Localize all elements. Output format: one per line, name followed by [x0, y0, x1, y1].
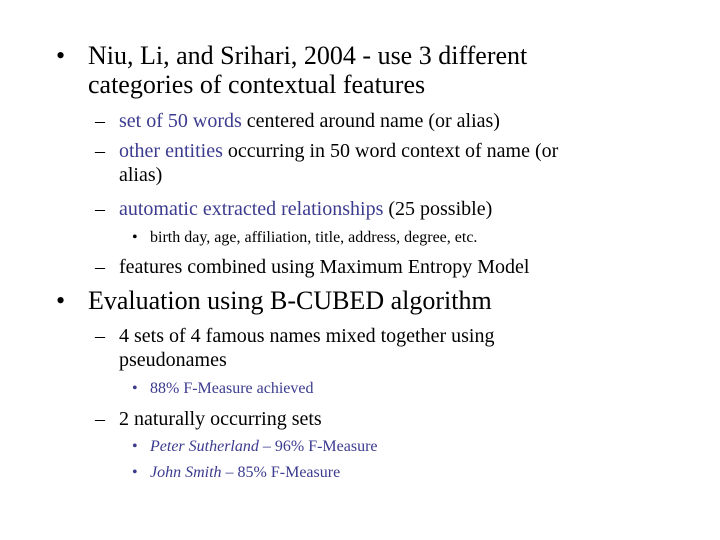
- measure-text: – 96% F-Measure: [258, 438, 378, 455]
- sub-sub-bullet-88-percent: [132, 379, 314, 399]
- sub-bullet-relationships: [95, 197, 493, 221]
- sub-sub-bullet-peter-sutherland: [132, 437, 378, 457]
- dash-marker: –: [95, 198, 105, 220]
- sub-bullet-text-line2: pseudonames: [119, 349, 227, 371]
- highlight-text: set of 50 words: [119, 110, 242, 132]
- sub-bullet-text: occurring in 50 word context of name (or: [222, 140, 559, 162]
- bullet-marker: •: [132, 380, 138, 397]
- sub-sub-bullet-relationship-list: [132, 228, 478, 248]
- bullet-marker: •: [132, 438, 138, 455]
- bullet-marker: •: [132, 229, 138, 246]
- dash-marker: –: [95, 140, 105, 162]
- sub-bullet-naturally-occurring: [95, 407, 322, 431]
- sub-bullet-text-line1: 4 sets of 4 famous names mixed together using: [119, 325, 495, 347]
- sub-bullet-other-entities: [95, 139, 559, 187]
- name-text: Peter Sutherland: [150, 438, 259, 455]
- sub-bullet-set-of-words: [95, 109, 500, 133]
- sub-bullet-text: (25 possible): [383, 198, 493, 220]
- sub-bullet-four-sets: [95, 324, 495, 372]
- sub-bullet-text: centered around name (or alias): [241, 110, 500, 132]
- bullet-text-line2: categories of contextual features: [88, 70, 426, 99]
- sub-sub-bullet-text: 88% F-Measure achieved: [150, 380, 314, 397]
- bullet-marker: •: [132, 464, 138, 481]
- name-text: John Smith: [150, 464, 222, 481]
- dash-marker: –: [95, 256, 105, 278]
- measure-text: – 85% F-Measure: [221, 464, 341, 481]
- dash-marker: –: [95, 325, 105, 347]
- bullet-text: Evaluation using B-CUBED algorithm: [88, 286, 492, 315]
- sub-bullet-text: 2 naturally occurring sets: [119, 408, 322, 430]
- sub-bullet-max-entropy: [95, 255, 530, 279]
- bullet-marker: •: [56, 41, 66, 70]
- sub-sub-bullet-john-smith: [132, 463, 341, 483]
- highlight-text: other entities: [119, 140, 223, 162]
- sub-sub-bullet-text: birth day, age, affiliation, title, address, degree, etc.: [150, 229, 478, 246]
- dash-marker: –: [95, 408, 105, 430]
- bullet-evaluation: [56, 286, 492, 315]
- dash-marker: –: [95, 110, 105, 132]
- bullet-text-line1: Niu, Li, and Srihari, 2004 - use 3 different: [88, 41, 528, 70]
- sub-bullet-text-line2: alias): [119, 164, 163, 186]
- bullet-marker: •: [56, 286, 66, 315]
- bullet-niu-li-srihari: [56, 41, 528, 99]
- sub-bullet-text: features combined using Maximum Entropy Model: [119, 256, 530, 278]
- highlight-text: automatic extracted relationships: [119, 198, 384, 220]
